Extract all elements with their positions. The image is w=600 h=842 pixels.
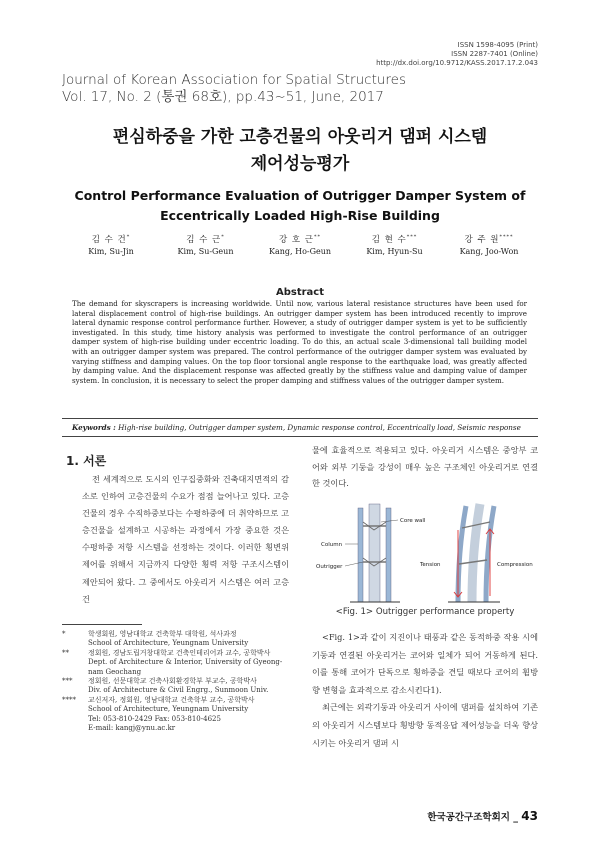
footnote-line: Div. of Architecture & Civil Engrg., Sunmoon Univ. xyxy=(88,686,269,695)
right-column-body xyxy=(312,629,538,752)
abstract-text: The demand for skyscrapers is increasing worldwide. Until now, various lateral resistance structures have been used for lateral displacement control of high-rise buildings. An outrigger damper system has been introduced recently to improve lateral dynamic response control performance further. However, a study of outrigger damper system is yet to be sufficiently investigated. In this study, time history analysis was performed to investigate the control performance of an outrigger damper system of high-rise building under eccentric loading. To do this, an actual scale 3-dimensional tall building model with an outrigger damper system was prepared. The control performance of the outrigger damper system was evaluated by varying stiffness and damping values. On the top floor torsional angle response to the earthquake load, was greatly affected by damping value. And the displacement response was affected greatly by the stiffness value and damping value of damper system. In conclusion, it is necessary to select the proper damping and stiffness values of the outrigger damper system. xyxy=(72,299,527,385)
author-2 xyxy=(159,233,253,256)
label-core-wall: Core wall xyxy=(400,518,426,524)
author-name-en: Kang, Ho-Geun xyxy=(268,247,332,256)
footnote-line: School of Architecture, Yeungnam University xyxy=(88,639,249,648)
footnote-mark: ** xyxy=(62,648,69,657)
author-5 xyxy=(442,233,536,256)
footnote xyxy=(62,677,292,696)
footnote-line: 교신저자, 정회원, 영남대학교 건축학부 교수, 공학박사 xyxy=(88,695,255,704)
journal-name: Journal of Korean Association for Spatial Structures xyxy=(62,72,407,88)
page-number: 43 xyxy=(521,809,538,823)
footnote-divider xyxy=(62,624,142,625)
author-name-en: Kim, Hyun-Su xyxy=(366,247,423,256)
page-footer xyxy=(427,809,538,823)
label-outrigger: Outrigger xyxy=(316,564,343,570)
author-mark: * xyxy=(126,234,131,241)
author-name-en: Kim, Su-Jin xyxy=(88,247,134,256)
label-tension: Tension xyxy=(420,562,441,568)
footnote xyxy=(62,630,292,649)
core-wall xyxy=(369,504,380,602)
label-compression: Compression xyxy=(497,562,533,568)
footer-journal: 한국공간구조학회지 _ xyxy=(427,812,518,823)
author-3 xyxy=(253,233,347,256)
issn-online: ISSN 2287-7401 (Online) xyxy=(451,50,538,58)
footnote-line: 정회원, 선문대학교 건축사회환경학부 부교수, 공학박사 xyxy=(88,677,257,686)
intro-paragraph xyxy=(82,471,289,608)
right-column xyxy=(386,508,391,602)
keyword-top-divider xyxy=(62,418,538,419)
right-column-intro: 물에 효율적으로 적용되고 있다. 아웃리거 시스템은 중앙부 코어와 외부 기둥을 강성이 매우 높은 구조체인 아웃리거로 연결한 것이다. xyxy=(312,445,538,488)
author-mark: ** xyxy=(314,234,322,241)
label-column: Column xyxy=(321,542,343,548)
author-name-en: Kang, Joo-Won xyxy=(459,247,519,256)
structure-undeformed xyxy=(350,504,400,602)
author-list xyxy=(64,233,536,256)
footnote-line: E-mail: kangj@ynu.ac.kr xyxy=(88,724,176,733)
footnote xyxy=(62,696,292,734)
author-name-en: Kim, Su-Geun xyxy=(177,247,234,256)
title-korean-line1: 편심하중을 가한 고층건물의 아웃리거 댐퍼 시스템 xyxy=(112,127,488,147)
footnote-line: Dept. of Architecture & Interior, University of Gyeong-nam Geochang xyxy=(88,658,283,676)
author-name-ko: 김 수 근 xyxy=(186,235,222,245)
author-mark: **** xyxy=(499,234,514,241)
author-name-ko: 강 주 원 xyxy=(464,235,500,245)
title-english-line1: Control Performance Evaluation of Outrigger Damper System of xyxy=(74,188,526,203)
title-english-line2: Eccentrically Loaded High-Rise Building xyxy=(160,208,440,223)
author-mark: *** xyxy=(406,234,418,241)
intro-text: 전 세계적으로 도시의 인구집중화와 건축대지면적의 감소로 인하여 고층건물의 수요가 점점 늘어나고 있다. 고층건물의 경우 수직하중보다는 수평하중에 더 취약하므로 고층건물을 설계하고 시공하는 과정에서 가장 중요한 것은 수평하중 저항 시스템을 선정하는 것이다. 이러한 횡변위 제어를 위해서 지금까지 다양한 횡력 저항 구조시스템이 제안되어 왔다. 그 중에서도 아웃리거 시스템은 여러 고층건 xyxy=(82,474,289,604)
footnote-line: Tel: 053-810-2429 Fax: 053-810-4625 xyxy=(88,714,221,723)
figure-caption: <Fig. 1> Outrigger performance property xyxy=(335,607,515,617)
footnote-line: 정회원, 경남도립거창대학교 건축인테리어과 교수, 공학박사 xyxy=(88,648,271,657)
footnotes xyxy=(62,630,292,733)
issn-print: ISSN 1598-4095 (Print) xyxy=(457,41,538,49)
title-english xyxy=(0,186,600,226)
author-name-ko: 김 현 수 xyxy=(371,235,407,245)
title-korean xyxy=(0,124,600,178)
author-mark: * xyxy=(221,234,225,241)
structure-deformed xyxy=(448,504,500,602)
keyword-bottom-divider xyxy=(62,436,538,437)
deformed-core xyxy=(472,504,480,602)
abstract-heading: Abstract xyxy=(275,287,325,298)
doi-link[interactable]: http://dx.doi.org/10.9712/KASS.2017.17.2.043 xyxy=(376,59,538,67)
keywords-text: High-rise building, Outrigger damper system, Dynamic response control, Eccentrically load, Seismic response xyxy=(118,423,521,432)
footnote xyxy=(62,649,292,677)
footnote-line: 학생회원, 영남대학교 건축학부 대학원, 석사과정 xyxy=(88,630,237,638)
body-paragraph-1: <Fig. 1>과 같이 지진이나 태풍과 같은 동적하중 작용 시에 기둥과 연결된 아웃리거는 코어와 일체가 되어 거동하게 된다. 이를 통해 코어가 단독으로 횡하중을 견딜 때보다 코어의 휨방향 변형을 효과적으로 감소시킨다1). xyxy=(312,632,538,695)
title-korean-line2: 제어성능평가 xyxy=(250,154,350,174)
journal-header xyxy=(62,72,406,106)
outrigger-figure xyxy=(300,500,540,604)
section-heading: 1. 서론 xyxy=(66,454,107,468)
author-1 xyxy=(64,233,158,256)
left-column xyxy=(358,508,363,602)
footnote-mark: **** xyxy=(62,695,76,704)
keywords-label: Keywords : xyxy=(72,423,116,432)
body-paragraph-2: 최근에는 외곽기둥과 아웃리거 사이에 댐퍼를 설치하여 기존의 아웃리거 시스템보다 횡방향 동적응답 제어성능을 더욱 향상시키는 아웃리거 댐퍼 시 xyxy=(312,702,538,748)
footnote-line: School of Architecture, Yeungnam University xyxy=(88,705,249,714)
journal-volume: Vol. 17, No. 2 (통권 68호), pp.43~51, June, 2017 xyxy=(62,89,384,105)
author-name-ko: 강 호 근 xyxy=(278,235,315,245)
author-4 xyxy=(348,233,442,256)
footnote-mark: * xyxy=(62,630,66,638)
author-name-ko: 김 수 건 xyxy=(91,235,127,245)
issn-block xyxy=(318,41,538,68)
keywords xyxy=(72,423,527,432)
footnote-mark: *** xyxy=(62,677,73,686)
deformed-left-column xyxy=(458,506,466,602)
